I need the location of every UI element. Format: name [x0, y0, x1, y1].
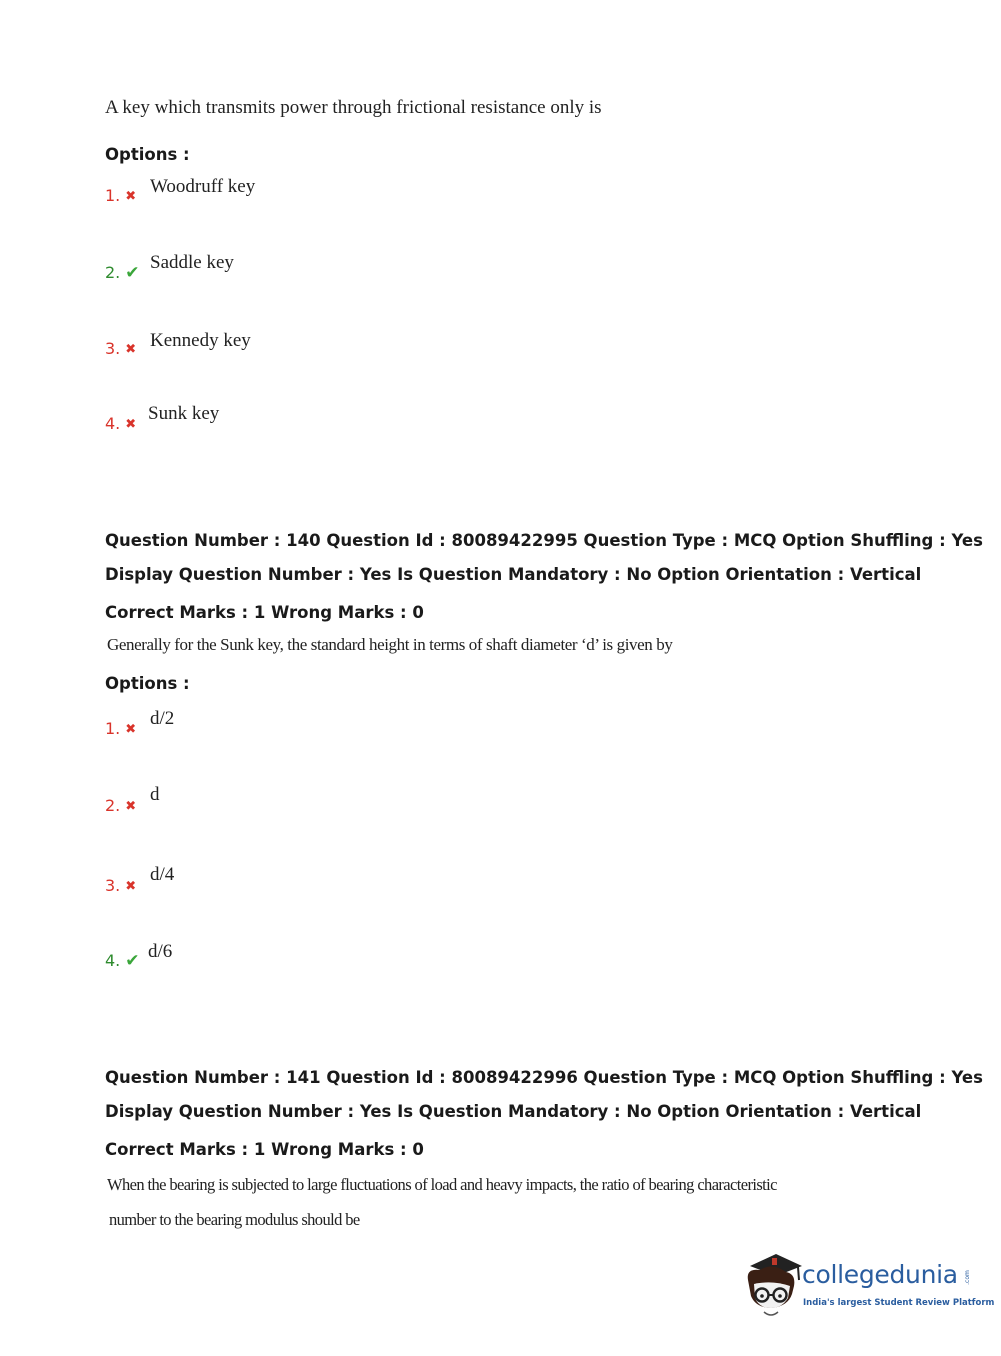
question-140-text: Generally for the Sunk key, the standard height in terms of shaft diameter ‘d’ is given by [107, 635, 673, 654]
logo-tagline: India's largest Student Review Platform [803, 1298, 995, 1308]
wrong-mark-icon: ✖ [125, 722, 137, 737]
option-number: 3. [105, 339, 121, 358]
q140-option-1 [105, 719, 136, 738]
option-number: 3. [105, 876, 121, 895]
q139-option-1-text: Woodruff key [150, 176, 256, 197]
q140-option-2 [105, 796, 136, 815]
q140-option-4-text: d/6 [148, 941, 173, 962]
question-140-marks: Correct Marks : 1 Wrong Marks : 0 [105, 603, 424, 622]
q140-option-4 [105, 951, 140, 971]
collegedunia-logo [742, 1250, 995, 1320]
q139-option-2-text: Saddle key [150, 252, 234, 273]
q140-option-1-text: d/2 [150, 708, 175, 729]
wrong-mark-icon: ✖ [125, 417, 137, 432]
q139-option-1 [105, 186, 136, 205]
question-140-meta-line-2: Display Question Number : Yes Is Question Mandatory : No Option Orientation : Vertical [105, 565, 922, 584]
option-number: 1. [105, 719, 121, 738]
q140-option-2-text: d [150, 784, 160, 805]
q139-option-2 [105, 263, 140, 283]
question-141-meta-line-2: Display Question Number : Yes Is Question Mandatory : No Option Orientation : Vertical [105, 1102, 922, 1121]
question-139-text: A key which transmits power through frictional resistance only is [105, 97, 602, 118]
option-number: 1. [105, 186, 121, 205]
q139-option-3 [105, 339, 136, 358]
question-141-text-line-1: When the bearing is subjected to large fluctuations of load and heavy impacts, the ratio of bearing characteristic [107, 1175, 777, 1194]
wrong-mark-icon: ✖ [125, 189, 137, 204]
option-number: 4. [105, 414, 121, 433]
q140-option-3 [105, 876, 136, 895]
logo-wordmark: collegedunia [802, 1260, 958, 1289]
correct-check-icon: ✔ [125, 263, 140, 283]
question-140-meta-line-1: Question Number : 140 Question Id : 80089422995 Question Type : MCQ Option Shuffling : Yes [105, 531, 983, 550]
option-number: 2. [105, 796, 121, 815]
q139-option-4-text: Sunk key [148, 403, 220, 424]
logo-com-suffix: .com [963, 1270, 971, 1285]
option-number: 4. [105, 951, 121, 970]
options-label-139: Options : [105, 145, 190, 164]
option-number: 2. [105, 263, 121, 282]
q140-option-3-text: d/4 [150, 864, 175, 885]
correct-check-icon: ✔ [125, 951, 140, 971]
q139-option-3-text: Kennedy key [150, 330, 251, 351]
wrong-mark-icon: ✖ [125, 342, 137, 357]
mascot-icon [742, 1250, 804, 1320]
options-label-140: Options : [105, 674, 190, 693]
wrong-mark-icon: ✖ [125, 879, 137, 894]
wrong-mark-icon: ✖ [125, 799, 137, 814]
question-141-meta-line-1: Question Number : 141 Question Id : 80089422996 Question Type : MCQ Option Shuffling : Yes [105, 1068, 983, 1087]
question-141-text-line-2: number to the bearing modulus should be [109, 1210, 360, 1229]
question-141-marks: Correct Marks : 1 Wrong Marks : 0 [105, 1140, 424, 1159]
q139-option-4 [105, 414, 136, 433]
